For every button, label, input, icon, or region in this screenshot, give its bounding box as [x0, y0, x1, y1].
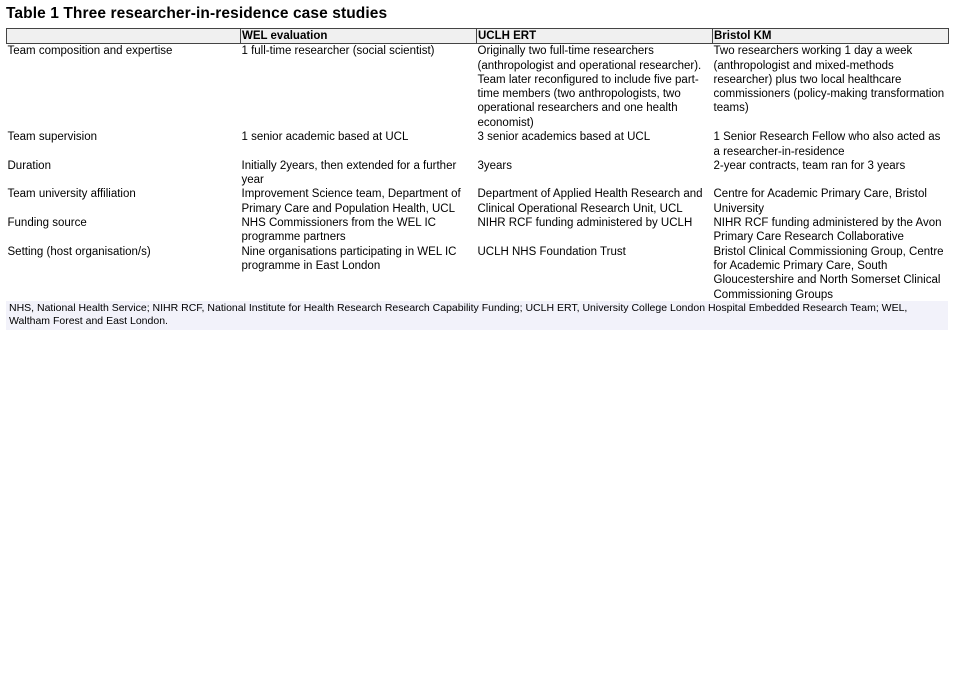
table-cell: UCLH NHS Foundation Trust	[477, 245, 626, 258]
row-label: Duration	[7, 159, 51, 172]
table-footnote: NHS, National Health Service; NIHR RCF, National Institute for Health Research Research Capability Funding; UCLH ERT, University College London Hospital Embedded Research Team; WEL, Waltham Forest and East London.	[6, 301, 948, 330]
table-cell: Department of Applied Health Research and Clinical Operational Research Unit, UCL	[477, 188, 703, 215]
header-cell-uclh-ert: UCLH ERT	[477, 29, 713, 44]
table-cell: Originally two full-time researchers (anthropologist and operational researcher). Team later reconfigured to include five part-time members (two anthropologists, two operational researchers and one health economist)	[477, 45, 702, 129]
table-cell: 1 full-time researcher (social scientist)	[241, 45, 435, 58]
row-label: Team university affiliation	[7, 188, 136, 201]
row-label: Team composition and expertise	[7, 45, 173, 58]
table-row	[7, 130, 949, 159]
header-row	[7, 29, 949, 44]
table-cell: Initially 2years, then extended for a further year	[241, 159, 457, 187]
table-cell: 1 Senior Research Fellow who also acted as a researcher-in-residence	[713, 131, 941, 158]
table-cell: 3years	[477, 159, 513, 172]
table-row	[7, 245, 949, 302]
table-cell: Two researchers working 1 day a week (anthropologist and mixed-methods researcher) plus two local healthcare commissioners (policy-making transformation teams)	[713, 45, 945, 115]
header-cell-wel-evaluation: WEL evaluation	[241, 29, 477, 44]
table-row	[7, 44, 949, 131]
row-label: Funding source	[7, 217, 87, 230]
table-cell: 3 senior academics based at UCL	[477, 131, 651, 144]
table-row	[7, 187, 949, 216]
table-row	[7, 216, 949, 245]
row-label: Setting (host organisation/s)	[7, 245, 151, 258]
header-cell-label	[7, 29, 241, 44]
table-cell: Improvement Science team, Department of Primary Care and Population Health, UCL	[241, 188, 461, 215]
header-cell-bristol-km: Bristol KM	[713, 29, 949, 44]
row-label: Team supervision	[7, 131, 97, 144]
table-cell: Centre for Academic Primary Care, Bristol University	[713, 188, 927, 215]
case-studies-table	[6, 28, 949, 302]
table-cell: Bristol Clinical Commissioning Group, Centre for Academic Primary Care, South Gloucestershire and North Somerset Clinical Commissioning Groups	[713, 245, 944, 301]
table-row	[7, 159, 949, 188]
table-cell: NHS Commissioners from the WEL IC programme partners	[241, 217, 436, 244]
table-cell: 1 senior academic based at UCL	[241, 131, 409, 144]
table-cell: Nine organisations participating in WEL IC programme in East London	[241, 245, 457, 272]
table-title: Table 1 Three researcher-in-residence case studies	[6, 5, 388, 22]
table-cell: 2-year contracts, team ran for 3 years	[713, 159, 906, 172]
table-cell: NIHR RCF funding administered by the Avon Primary Care Research Collaborative	[713, 217, 942, 244]
table-cell: NIHR RCF funding administered by UCLH	[477, 217, 693, 230]
